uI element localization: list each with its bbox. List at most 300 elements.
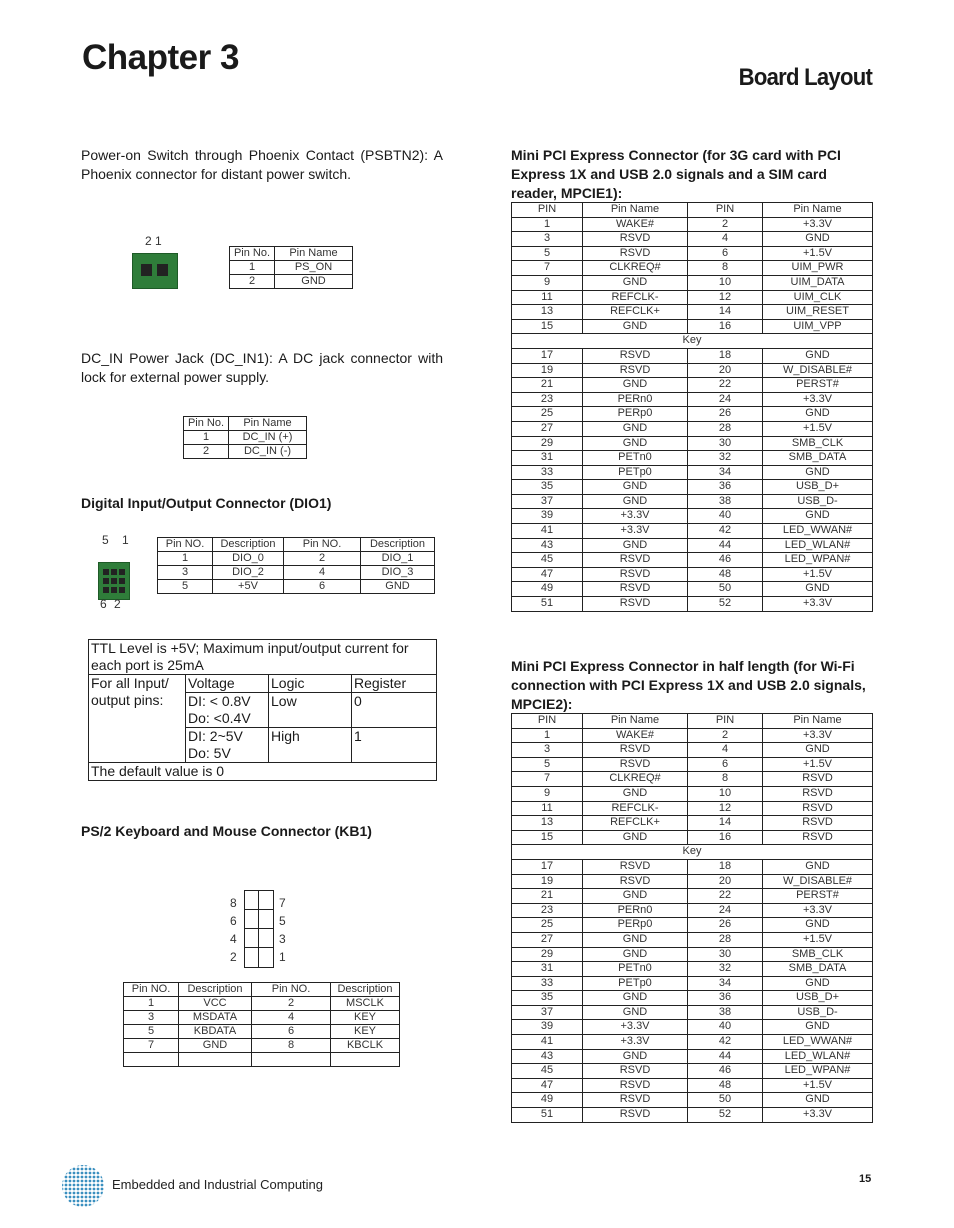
table-cell: 23	[512, 392, 583, 407]
table-cell: 34	[688, 976, 763, 991]
table-cell: 49	[512, 1093, 583, 1108]
table-cell: 13	[512, 816, 583, 831]
table-cell: REFCLK-	[583, 290, 688, 305]
table-cell: 45	[512, 553, 583, 568]
header-cell: PIN	[512, 714, 583, 729]
table-cell: 32	[688, 451, 763, 466]
table-cell: RSVD	[763, 772, 873, 787]
table-cell: High	[269, 728, 352, 763]
table-cell: 16	[688, 319, 763, 334]
table-cell: 2	[688, 728, 763, 743]
table-cell: 4	[688, 743, 763, 758]
table-cell: GND	[583, 830, 688, 845]
table-cell: WAKE#	[583, 217, 688, 232]
table-cell: RSVD	[583, 743, 688, 758]
table-cell: 3	[158, 566, 213, 580]
table-row	[512, 553, 873, 568]
table-cell: 20	[688, 874, 763, 889]
table-cell: 4	[284, 566, 361, 580]
table-cell: 31	[512, 962, 583, 977]
table-cell: 10	[688, 786, 763, 801]
table-cell: 18	[688, 348, 763, 363]
table-cell: 29	[512, 947, 583, 962]
table-cell: 33	[512, 465, 583, 480]
psbtn2-connector-diagram	[132, 253, 178, 289]
header-cell: Logic	[269, 675, 352, 693]
table-cell: 10	[688, 275, 763, 290]
table-cell: PERp0	[583, 407, 688, 422]
table-cell: GND	[583, 1049, 688, 1064]
table-row	[184, 431, 307, 445]
table-cell: 4	[688, 232, 763, 247]
table-cell: +1.5V	[763, 757, 873, 772]
table-cell: GND	[583, 786, 688, 801]
table-cell: 32	[688, 962, 763, 977]
table-cell: DC_IN (-)	[229, 445, 307, 459]
table-cell: USB_D+	[763, 991, 873, 1006]
table-row	[512, 786, 873, 801]
header-cell: Pin Name	[583, 714, 688, 729]
table-row	[512, 845, 873, 860]
table-cell: GND	[763, 1020, 873, 1035]
ttl-default: The default value is 0	[89, 763, 437, 781]
table-row	[512, 509, 873, 524]
header-cell: PIN	[688, 714, 763, 729]
table-cell: KEY	[331, 1011, 400, 1025]
table-cell: 1	[158, 552, 213, 566]
table-row	[512, 319, 873, 334]
table-cell: PERn0	[583, 392, 688, 407]
table-row	[512, 743, 873, 758]
table-cell: UIM_PWR	[763, 261, 873, 276]
psbtn2-description: Power-on Switch through Phoenix Contact (PSBTN2): A Phoenix connector for distant power switch.	[81, 147, 443, 182]
table-cell: PETn0	[583, 962, 688, 977]
table-row	[512, 932, 873, 947]
table-row	[230, 275, 353, 289]
kb-right-labels	[279, 894, 289, 966]
dcin-pin-table	[183, 416, 307, 459]
mpcie1-heading: Mini PCI Express Connector (for 3G card with PCI Express 1X and USB 2.0 signals and a SIM card reader, MPCIE1):	[511, 147, 841, 201]
table-row	[158, 552, 435, 566]
section-title: Board Layout	[738, 64, 872, 91]
table-row	[512, 1005, 873, 1020]
table-row	[512, 363, 873, 378]
table-cell: 51	[512, 597, 583, 612]
table-row	[512, 962, 873, 977]
table-cell: PETn0	[583, 451, 688, 466]
table-cell: 2	[230, 275, 275, 289]
table-cell: 7	[512, 772, 583, 787]
table-row	[512, 1078, 873, 1093]
table-cell: 6	[252, 1025, 331, 1039]
table-cell: KEY	[331, 1025, 400, 1039]
table-row	[512, 421, 873, 436]
kb-connector-diagram	[244, 890, 274, 968]
table-row	[512, 859, 873, 874]
table-cell: 21	[512, 889, 583, 904]
table-cell: REFCLK+	[583, 305, 688, 320]
table-row	[512, 465, 873, 480]
table-cell: 12	[688, 290, 763, 305]
table-header-row	[124, 983, 400, 997]
table-cell: RSVD	[583, 1093, 688, 1108]
table-cell: 28	[688, 932, 763, 947]
ttl-intro: TTL Level is +5V; Maximum input/output current for each port is 25mA	[89, 640, 437, 675]
table-cell: +1.5V	[763, 567, 873, 582]
table-row	[158, 566, 435, 580]
table-cell: +3.3V	[763, 392, 873, 407]
table-cell: RSVD	[583, 597, 688, 612]
table-row	[512, 524, 873, 539]
table-row	[512, 538, 873, 553]
table-cell: +1.5V	[763, 932, 873, 947]
table-cell: 5	[158, 580, 213, 594]
table-cell: LED_WPAN#	[763, 553, 873, 568]
table-cell: RSVD	[763, 830, 873, 845]
table-cell: 5	[512, 757, 583, 772]
table-cell: 39	[512, 509, 583, 524]
dio-pin-label-top: 5 1	[102, 533, 129, 547]
table-row	[512, 830, 873, 845]
table-cell: 7	[512, 261, 583, 276]
table-cell: 42	[688, 524, 763, 539]
table-cell	[124, 1053, 179, 1067]
header-cell: Pin NO.	[284, 538, 361, 552]
table-cell: 41	[512, 524, 583, 539]
table-cell: 34	[688, 465, 763, 480]
kb-pin-label: 5	[279, 914, 286, 928]
table-cell: GND	[179, 1039, 252, 1053]
header-cell: Register	[352, 675, 437, 693]
header-cell: Pin Name	[583, 203, 688, 218]
table-cell: 46	[688, 553, 763, 568]
psbtn2-pin-label: 2 1	[145, 234, 162, 248]
table-cell: KBDATA	[179, 1025, 252, 1039]
table-row	[124, 997, 400, 1011]
table-cell: 16	[688, 830, 763, 845]
table-cell: DIO_2	[213, 566, 284, 580]
table-cell: RSVD	[583, 1108, 688, 1123]
table-cell: 1	[230, 261, 275, 275]
table-cell: RSVD	[763, 816, 873, 831]
table-row	[512, 889, 873, 904]
table-cell: +1.5V	[763, 421, 873, 436]
table-cell: GND	[763, 859, 873, 874]
table-cell: DIO_0	[213, 552, 284, 566]
table-cell: +3.3V	[763, 903, 873, 918]
table-row	[512, 947, 873, 962]
table-cell: 36	[688, 480, 763, 495]
table-cell: 22	[688, 378, 763, 393]
table-cell: 1	[124, 997, 179, 1011]
table-cell: SMB_CLK	[763, 436, 873, 451]
table-cell	[179, 1053, 252, 1067]
dio-pin-label-bottom: 6 2	[100, 597, 121, 611]
table-cell: RSVD	[583, 348, 688, 363]
dio-heading: Digital Input/Output Connector (DIO1)	[81, 495, 332, 511]
table-cell: 28	[688, 421, 763, 436]
table-row	[512, 1049, 873, 1064]
table-cell: RSVD	[763, 801, 873, 816]
table-cell: GND	[763, 348, 873, 363]
table-row	[512, 305, 873, 320]
table-cell: W_DISABLE#	[763, 874, 873, 889]
table-row	[512, 597, 873, 612]
table-header-row	[184, 417, 307, 431]
table-cell: UIM_DATA	[763, 275, 873, 290]
table-cell: 30	[688, 947, 763, 962]
table-cell: 15	[512, 319, 583, 334]
table-cell: 2	[184, 445, 229, 459]
table-cell: LED_WLAN#	[763, 1049, 873, 1064]
table-cell: 44	[688, 538, 763, 553]
table-row	[89, 675, 437, 693]
table-cell: RSVD	[583, 874, 688, 889]
table-row	[512, 290, 873, 305]
table-cell: 1	[512, 217, 583, 232]
table-cell: 2	[284, 552, 361, 566]
header-cell: Description	[361, 538, 435, 552]
table-cell: WAKE#	[583, 728, 688, 743]
table-cell: 38	[688, 1005, 763, 1020]
table-cell: 25	[512, 918, 583, 933]
table-cell: 36	[688, 991, 763, 1006]
table-cell: 1	[512, 728, 583, 743]
table-cell: 33	[512, 976, 583, 991]
table-cell: 2	[688, 217, 763, 232]
table-cell: +3.3V	[583, 509, 688, 524]
header-cell: Description	[179, 983, 252, 997]
header-cell: Pin Name	[275, 247, 353, 261]
table-cell: GND	[583, 436, 688, 451]
header-cell: Pin Name	[763, 714, 873, 729]
header-cell: Pin Name	[763, 203, 873, 218]
table-row	[124, 1011, 400, 1025]
table-cell: USB_D+	[763, 480, 873, 495]
table-cell: GND	[583, 1005, 688, 1020]
table-cell: 42	[688, 1035, 763, 1050]
table-cell: 37	[512, 1005, 583, 1020]
table-row	[512, 480, 873, 495]
table-cell: 1	[352, 728, 437, 763]
header-cell: PIN	[688, 203, 763, 218]
table-cell: 9	[512, 275, 583, 290]
table-cell: 18	[688, 859, 763, 874]
table-cell: 6	[688, 757, 763, 772]
table-row	[512, 801, 873, 816]
header-cell: Voltage	[186, 675, 269, 693]
table-row	[512, 334, 873, 349]
table-cell: RSVD	[763, 786, 873, 801]
table-row	[89, 763, 437, 781]
table-cell: GND	[763, 743, 873, 758]
table-row	[512, 757, 873, 772]
table-row	[512, 1035, 873, 1050]
table-row	[512, 772, 873, 787]
table-cell: UIM_VPP	[763, 319, 873, 334]
table-row	[512, 1093, 873, 1108]
table-cell: GND	[583, 991, 688, 1006]
table-cell: 4	[252, 1011, 331, 1025]
header-cell: Description	[331, 983, 400, 997]
table-cell: 14	[688, 816, 763, 831]
table-cell: 3	[512, 232, 583, 247]
table-cell: 48	[688, 1078, 763, 1093]
header-cell: PIN	[512, 203, 583, 218]
table-cell: GND	[583, 480, 688, 495]
dcin-description: DC_IN Power Jack (DC_IN1): A DC jack connector with lock for external power supply.	[81, 350, 443, 385]
table-cell: 51	[512, 1108, 583, 1123]
table-cell: 6	[688, 246, 763, 261]
table-cell: LED_WLAN#	[763, 538, 873, 553]
table-cell: +5V	[213, 580, 284, 594]
table-cell: GND	[583, 947, 688, 962]
table-cell: GND	[583, 378, 688, 393]
key-row-label: Key	[512, 334, 873, 349]
header-cell: Description	[213, 538, 284, 552]
table-cell: SMB_DATA	[763, 451, 873, 466]
header-cell: Pin NO.	[124, 983, 179, 997]
table-cell: USB_D-	[763, 1005, 873, 1020]
table-cell: 47	[512, 567, 583, 582]
table-cell: PETp0	[583, 465, 688, 480]
footer-text: Embedded and Industrial Computing	[112, 1177, 324, 1192]
table-row	[184, 445, 307, 459]
table-cell: GND	[583, 538, 688, 553]
table-cell: +3.3V	[583, 524, 688, 539]
table-cell: 5	[124, 1025, 179, 1039]
table-cell: +3.3V	[763, 597, 873, 612]
table-row	[512, 976, 873, 991]
table-cell: 43	[512, 1049, 583, 1064]
table-cell: PERn0	[583, 903, 688, 918]
table-cell: LED_WPAN#	[763, 1064, 873, 1079]
table-cell: +3.3V	[583, 1020, 688, 1035]
table-cell: 0	[352, 693, 437, 728]
table-cell: 47	[512, 1078, 583, 1093]
table-row	[512, 991, 873, 1006]
table-cell	[252, 1053, 331, 1067]
table-cell: 25	[512, 407, 583, 422]
kb-pin-label: 7	[279, 896, 286, 910]
table-cell: +3.3V	[763, 217, 873, 232]
table-cell: 19	[512, 874, 583, 889]
table-row	[512, 1064, 873, 1079]
table-cell: 8	[252, 1039, 331, 1053]
table-cell: 38	[688, 494, 763, 509]
table-cell: 45	[512, 1064, 583, 1079]
table-cell: DI: < 0.8V Do: <0.4V	[186, 693, 269, 728]
table-cell: MSDATA	[179, 1011, 252, 1025]
table-cell: 8	[688, 261, 763, 276]
header-cell: Pin Name	[229, 417, 307, 431]
table-cell: +3.3V	[583, 1035, 688, 1050]
table-cell: RSVD	[583, 757, 688, 772]
table-row	[512, 348, 873, 363]
table-cell: 40	[688, 509, 763, 524]
table-cell: GND	[763, 1093, 873, 1108]
header-cell: Pin No.	[230, 247, 275, 261]
table-cell: 3	[124, 1011, 179, 1025]
table-cell: 14	[688, 305, 763, 320]
table-cell: 39	[512, 1020, 583, 1035]
kb-pin-label: 8	[230, 896, 237, 910]
table-row	[89, 640, 437, 675]
table-header-row	[230, 247, 353, 261]
table-row	[512, 918, 873, 933]
header-cell: Pin No.	[184, 417, 229, 431]
table-cell: PERST#	[763, 889, 873, 904]
table-cell: UIM_RESET	[763, 305, 873, 320]
page-number: 15	[859, 1173, 872, 1185]
table-cell: GND	[275, 275, 353, 289]
table-cell: DC_IN (+)	[229, 431, 307, 445]
table-cell: RSVD	[583, 232, 688, 247]
table-cell: W_DISABLE#	[763, 363, 873, 378]
table-cell: GND	[583, 319, 688, 334]
table-cell: 20	[688, 363, 763, 378]
table-cell: 26	[688, 407, 763, 422]
table-row	[512, 903, 873, 918]
table-cell: +1.5V	[763, 246, 873, 261]
kb-pin-label: 6	[230, 914, 237, 928]
table-cell: CLKREQ#	[583, 772, 688, 787]
table-cell: PERp0	[583, 918, 688, 933]
table-cell: DI: 2~5V Do: 5V	[186, 728, 269, 763]
ttl-info-table	[88, 639, 437, 781]
table-row	[512, 874, 873, 889]
table-row	[512, 261, 873, 276]
table-cell: 21	[512, 378, 583, 393]
ttl-for-all: For all Input/ output pins:	[89, 675, 186, 763]
table-cell: 2	[252, 997, 331, 1011]
table-cell: GND	[583, 932, 688, 947]
kb-heading: PS/2 Keyboard and Mouse Connector (KB1)	[81, 823, 372, 839]
table-row	[512, 392, 873, 407]
table-cell: RSVD	[583, 246, 688, 261]
table-row	[230, 261, 353, 275]
table-cell: UIM_CLK	[763, 290, 873, 305]
table-cell: 7	[124, 1039, 179, 1053]
table-cell: 30	[688, 436, 763, 451]
table-cell: 19	[512, 363, 583, 378]
table-cell: 8	[688, 772, 763, 787]
table-cell: RSVD	[583, 1064, 688, 1079]
table-cell: 22	[688, 889, 763, 904]
table-row	[124, 1053, 400, 1067]
table-cell: 1	[184, 431, 229, 445]
table-cell: 3	[512, 743, 583, 758]
table-header-row	[512, 714, 873, 729]
table-row	[512, 1108, 873, 1123]
table-cell: REFCLK-	[583, 801, 688, 816]
table-cell: GND	[583, 889, 688, 904]
header-cell: Pin NO.	[158, 538, 213, 552]
table-row	[512, 232, 873, 247]
table-cell: 37	[512, 494, 583, 509]
table-cell: MSCLK	[331, 997, 400, 1011]
table-cell: 35	[512, 480, 583, 495]
table-cell: 13	[512, 305, 583, 320]
mpcie2-heading: Mini PCI Express Connector in half length (for Wi-Fi connection with PCI Express 1X and USB 2.0 signals, MPCIE2):	[511, 658, 866, 712]
psbtn2-pin-table	[229, 246, 353, 289]
table-cell: 52	[688, 597, 763, 612]
table-cell: 9	[512, 786, 583, 801]
table-cell	[331, 1053, 400, 1067]
table-header-row	[158, 538, 435, 552]
table-cell: GND	[763, 232, 873, 247]
table-row	[512, 816, 873, 831]
